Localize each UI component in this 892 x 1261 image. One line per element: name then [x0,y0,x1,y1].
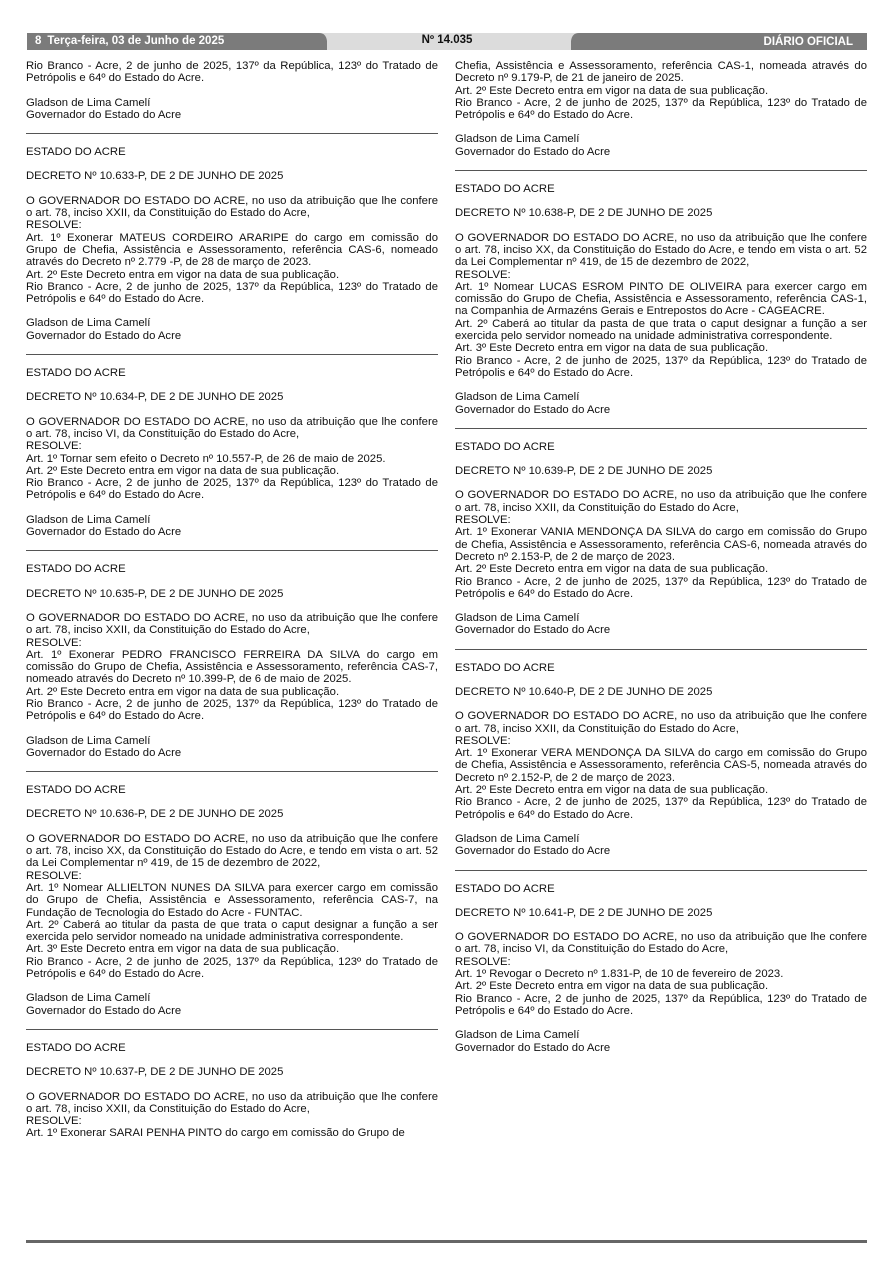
decree-line: Art. 2º Este Decreto entra em vigor na data de sua publicação. [26,268,340,281]
decree-line: Art. 2º Este Decreto entra em vigor na data de sua publicação. [455,980,769,993]
spacer [26,502,438,514]
body-line: Chefia, Assistência e Assessoramento, referência CAS-1, nomeada através do Decreto nº 9.179-P, de 21 de janeiro de 2025. [455,60,867,85]
decree-state: ESTADO DO ACRE [455,661,555,674]
decree-line: O GOVERNADOR DO ESTADO DO ACRE, no uso da atribuição que lhe confere o art. 78, inciso XXII, da Constituição do Estado do Acre, [26,611,438,637]
spacer [26,85,438,97]
decree-state: ESTADO DO ACRE [26,146,126,159]
decree-title: DECRETO Nº 10.635-P, DE 2 DE JUNHO DE 2025 [26,587,284,600]
decree-line: Art. 2º Caberá ao titular da pasta de que trata o caput designar a função a ser exercida pelo servidor nomeado na unidade administrativa correspondente. [26,918,438,944]
decree-line: O GOVERNADOR DO ESTADO DO ACRE, no uso da atribuição que lhe confere o art. 78, inciso XX, da Constituição do Estado do Acre, e tendo em vista o art. 52 da Lei Complementar nº 419, de 15 de dezembro de 2022, [455,231,867,269]
section-divider [455,428,867,429]
continuation-block [26,60,438,121]
decree-title: DECRETO Nº 10.633-P, DE 2 DE JUNHO DE 2025 [26,170,284,183]
decree-line: Art. 1º Revogar o Decreto nº 1.831-P, de 10 de fevereiro de 2023. [455,968,784,981]
spacer [455,1017,867,1029]
decree-line: Art. 1º Exonerar MATEUS CORDEIRO ARARIPE do cargo em comissão do Grupo de Chefia, Assistência e Assessoramento, referência CAS-6, nomeado através do Decreto nº 2.779 -P, de 28 de março de 2023. [26,231,438,269]
spacer [455,674,867,686]
decree-line: Rio Branco - Acre, 2 de junho de 2025, 137º da República, 123º do Tratado de Petrópolis e 64º do Estado do Acre. [26,477,438,502]
spacer [26,723,438,735]
right-column [455,60,867,1054]
spacer [26,158,438,170]
signer-title: Governador do Estado do Acre [26,329,182,342]
continuation-block [455,60,867,158]
section-divider [26,354,438,355]
decree-line: RESOLVE: [26,1115,82,1128]
page-number: 8 [35,35,42,47]
spacer [26,404,438,416]
decree-line: O GOVERNADOR DO ESTADO DO ACRE, no uso da atribuição que lhe confere o art. 78, inciso XXII, da Constituição do Estado do Acre, [26,1090,438,1115]
spacer [455,379,867,391]
decree-title: DECRETO Nº 10.636-P, DE 2 DE JUNHO DE 2025 [26,808,284,821]
spacer [26,183,438,195]
decree-block [26,367,438,538]
signer-title: Governador do Estado do Acre [455,403,611,416]
spacer [26,796,438,808]
signer-name: Gladson de Lima Camelí [26,96,151,109]
decree-line: O GOVERNADOR DO ESTADO DO ACRE, no uso da atribuição que lhe confere o art. 78, inciso VI, da Constituição do Estado do Acre, [26,415,438,440]
decree-line: Rio Branco - Acre, 2 de junho de 2025, 137º da República, 123º do Tratado de Petrópolis e 64º do Estado do Acre. [26,280,438,306]
spacer [455,821,867,833]
decree-line: Art. 2º Este Decreto entra em vigor na data de sua publicação. [26,685,340,698]
decree-title: DECRETO Nº 10.641-P, DE 2 DE JUNHO DE 2025 [455,906,713,919]
decree-title: DECRETO Nº 10.639-P, DE 2 DE JUNHO DE 2025 [455,465,713,478]
signer-name: Gladson de Lima Camelí [455,612,580,625]
decree-line: O GOVERNADOR DO ESTADO DO ACRE, no uso da atribuição que lhe confere o art. 78, inciso XXII, da Constituição do Estado do Acre, [455,489,867,514]
decree-line: RESOLVE: [26,219,82,232]
signer-title: Governador do Estado do Acre [26,526,182,539]
decree-line: O GOVERNADOR DO ESTADO DO ACRE, no uso da atribuição que lhe confere o art. 78, inciso VI, da Constituição do Estado do Acre, [455,931,867,956]
decree-block [26,784,438,1017]
spacer [455,121,867,133]
spacer [26,305,438,317]
decree-line: Art. 1º Nomear LUCAS ESROM PINTO DE OLIVEIRA para exercer cargo em comissão do Grupo de Chefia, Assistência e Assessoramento, referência CAS-1, na Companhia de Armazéns Gerais e Entrepostos do Acre - CAGEACRE. [455,280,867,318]
decree-title: DECRETO Nº 10.638-P, DE 2 DE JUNHO DE 2025 [455,207,713,220]
signer-title: Governador do Estado do Acre [455,624,611,637]
decree-line: Art. 2º Este Decreto entra em vigor na data de sua publicação. [26,464,340,477]
body-line: Rio Branco - Acre, 2 de junho de 2025, 137º da República, 123º do Tratado de Petrópolis e 64º do Estado do Acre. [455,96,867,122]
decree-block [455,883,867,1054]
spacer [26,1079,438,1091]
signer-title: Governador do Estado do Acre [455,145,611,158]
decree-line: Rio Branco - Acre, 2 de junho de 2025, 137º da República, 123º do Tratado de Petrópolis e 64º do Estado do Acre. [455,992,867,1017]
section-divider [455,170,867,171]
bottom-rule [26,1240,867,1243]
spacer [455,477,867,489]
decree-block [455,183,867,416]
decree-state: ESTADO DO ACRE [455,440,555,453]
decree-line: O GOVERNADOR DO ESTADO DO ACRE, no uso da atribuição que lhe confere o art. 78, inciso XX, da Constituição do Estado do Acre, e tendo em vista o art. 52 da Lei Complementar nº 419, de 15 de dezembro de 2022, [26,832,438,870]
left-column [26,60,438,1140]
spacer [455,600,867,612]
publication-name: DIÁRIO OFICIAL [763,36,853,48]
decree-line: Art. 2º Este Decreto entra em vigor na data de sua publicação. [455,563,769,576]
decree-line: Art. 3º Este Decreto entra em vigor na data de sua publicação. [455,342,769,355]
spacer [455,698,867,710]
section-divider [26,550,438,551]
decree-block [455,662,867,858]
body-line: Rio Branco - Acre, 2 de junho de 2025, 137º da República, 123º do Tratado de Petrópolis e 64º do Estado do Acre. [26,60,438,85]
decree-block [26,146,438,342]
decree-line: RESOLVE: [455,268,511,281]
decree-line: Rio Branco - Acre, 2 de junho de 2025, 137º da República, 123º do Tratado de Petrópolis e 64º do Estado do Acre. [26,955,438,981]
signer-title: Governador do Estado do Acre [455,845,611,858]
decree-line: Art. 2º Caberá ao titular da pasta de que trata o caput designar a função a ser exercida pelo servidor nomeado na unidade administrativa correspondente. [455,317,867,343]
decree-line: Art. 1º Exonerar PEDRO FRANCISCO FERREIRA DA SILVA do cargo em comissão do Grupo de Chefia, Assistência e Assessoramento, referência CAS-7, nomeado através do Decreto nº 10.399-P, de 6 de maio de 2025. [26,648,438,686]
decree-state: ESTADO DO ACRE [26,1041,126,1054]
section-divider [455,649,867,650]
decree-title: DECRETO Nº 10.640-P, DE 2 DE JUNHO DE 2025 [455,685,713,698]
spacer [26,379,438,391]
signer-name: Gladson de Lima Camelí [455,133,580,146]
page-header [27,33,867,50]
decree-state: ESTADO DO ACRE [26,784,126,797]
decree-line: RESOLVE: [455,514,511,527]
body-line: Art. 2º Este Decreto entra em vigor na data de sua publicação. [455,84,769,97]
decree-title: DECRETO Nº 10.634-P, DE 2 DE JUNHO DE 2025 [26,391,284,404]
spacer [26,821,438,833]
decree-line: O GOVERNADOR DO ESTADO DO ACRE, no uso da atribuição que lhe confere o art. 78, inciso XXII, da Constituição do Estado do Acre, [455,710,867,735]
spacer [26,1054,438,1066]
decree-line: RESOLVE: [455,734,511,747]
section-divider [26,1029,438,1030]
decree-state: ESTADO DO ACRE [26,367,126,380]
spacer [455,895,867,907]
signer-title: Governador do Estado do Acre [26,746,182,759]
section-divider [26,133,438,134]
signer-name: Gladson de Lima Camelí [455,832,580,845]
spacer [26,600,438,612]
signer-name: Gladson de Lima Camelí [455,1029,580,1042]
spacer [26,980,438,992]
decree-line: Art. 1º Exonerar VERA MENDONÇA DA SILVA do cargo em comissão do Grupo de Chefia, Assistência e Assessoramento, referência CAS-5, nomeada através do Decreto nº 2.152-P, de 2 de março de 2023. [455,747,867,784]
decree-line: RESOLVE: [26,440,82,453]
signer-title: Governador do Estado do Acre [26,1004,182,1017]
decree-state: ESTADO DO ACRE [455,882,555,895]
edition-date: Terça-feira, 03 de Junho de 2025 [47,35,225,47]
spacer [455,453,867,465]
spacer [26,576,438,588]
section-divider [455,870,867,871]
decree-line: O GOVERNADOR DO ESTADO DO ACRE, no uso da atribuição que lhe confere o art. 78, inciso XXII, da Constituição do Estado do Acre, [26,194,438,220]
signer-title: Governador do Estado do Acre [455,1041,611,1054]
signer-name: Gladson de Lima Camelí [455,391,580,404]
decree-line: Rio Branco - Acre, 2 de junho de 2025, 137º da República, 123º do Tratado de Petrópolis e 64º do Estado do Acre. [455,575,867,600]
signer-name: Gladson de Lima Camelí [26,734,151,747]
decree-block [26,563,438,759]
spacer [455,919,867,931]
decree-block [455,441,867,637]
decree-line: Rio Branco - Acre, 2 de junho de 2025, 137º da República, 123º do Tratado de Petrópolis e 64º do Estado do Acre. [455,796,867,821]
decree-line: RESOLVE: [26,636,82,649]
decree-line: Art. 2º Este Decreto entra em vigor na data de sua publicação. [455,784,769,797]
decree-block [26,1042,438,1140]
spacer [455,220,867,232]
section-divider [26,771,438,772]
issue-number: Nº 14.035 [421,34,473,46]
decree-line: Art. 1º Tornar sem efeito o Decreto nº 10.557-P, de 26 de maio de 2025. [26,452,386,465]
decree-line: RESOLVE: [26,869,82,882]
decree-line: Art. 3º Este Decreto entra em vigor na data de sua publicação. [26,943,340,956]
signer-name: Gladson de Lima Camelí [26,513,151,526]
decree-line: Rio Branco - Acre, 2 de junho de 2025, 137º da República, 123º do Tratado de Petrópolis e 64º do Estado do Acre. [455,354,867,379]
signer-title: Governador do Estado do Acre [26,108,182,121]
decree-state: ESTADO DO ACRE [26,563,126,576]
decree-line: Art. 1º Exonerar SARAI PENHA PINTO do cargo em comissão do Grupo de [26,1127,405,1140]
decree-line: Rio Branco - Acre, 2 de junho de 2025, 137º da República, 123º do Tratado de Petrópolis e 64º do Estado do Acre. [26,697,438,723]
decree-state: ESTADO DO ACRE [455,183,555,196]
decree-line: Art. 1º Exonerar VANIA MENDONÇA DA SILVA do cargo em comissão do Grupo de Chefia, Assistência e Assessoramento, referência CAS-6, nomeada através do Decreto nº 2.153-P, de 2 de março de 2023. [455,526,867,563]
spacer [455,195,867,207]
decree-line: Art. 1º Nomear ALLIELTON NUNES DA SILVA para exercer cargo em comissão do Grupo de Chefia, Assistência e Assessoramento, referência CAS-7, na Fundação de Tecnologia do Estado do Acre - FUNTAC. [26,881,438,919]
signer-name: Gladson de Lima Camelí [26,317,151,330]
decree-line: RESOLVE: [455,955,511,968]
decree-title: DECRETO Nº 10.637-P, DE 2 DE JUNHO DE 2025 [26,1066,284,1079]
signer-name: Gladson de Lima Camelí [26,992,151,1005]
